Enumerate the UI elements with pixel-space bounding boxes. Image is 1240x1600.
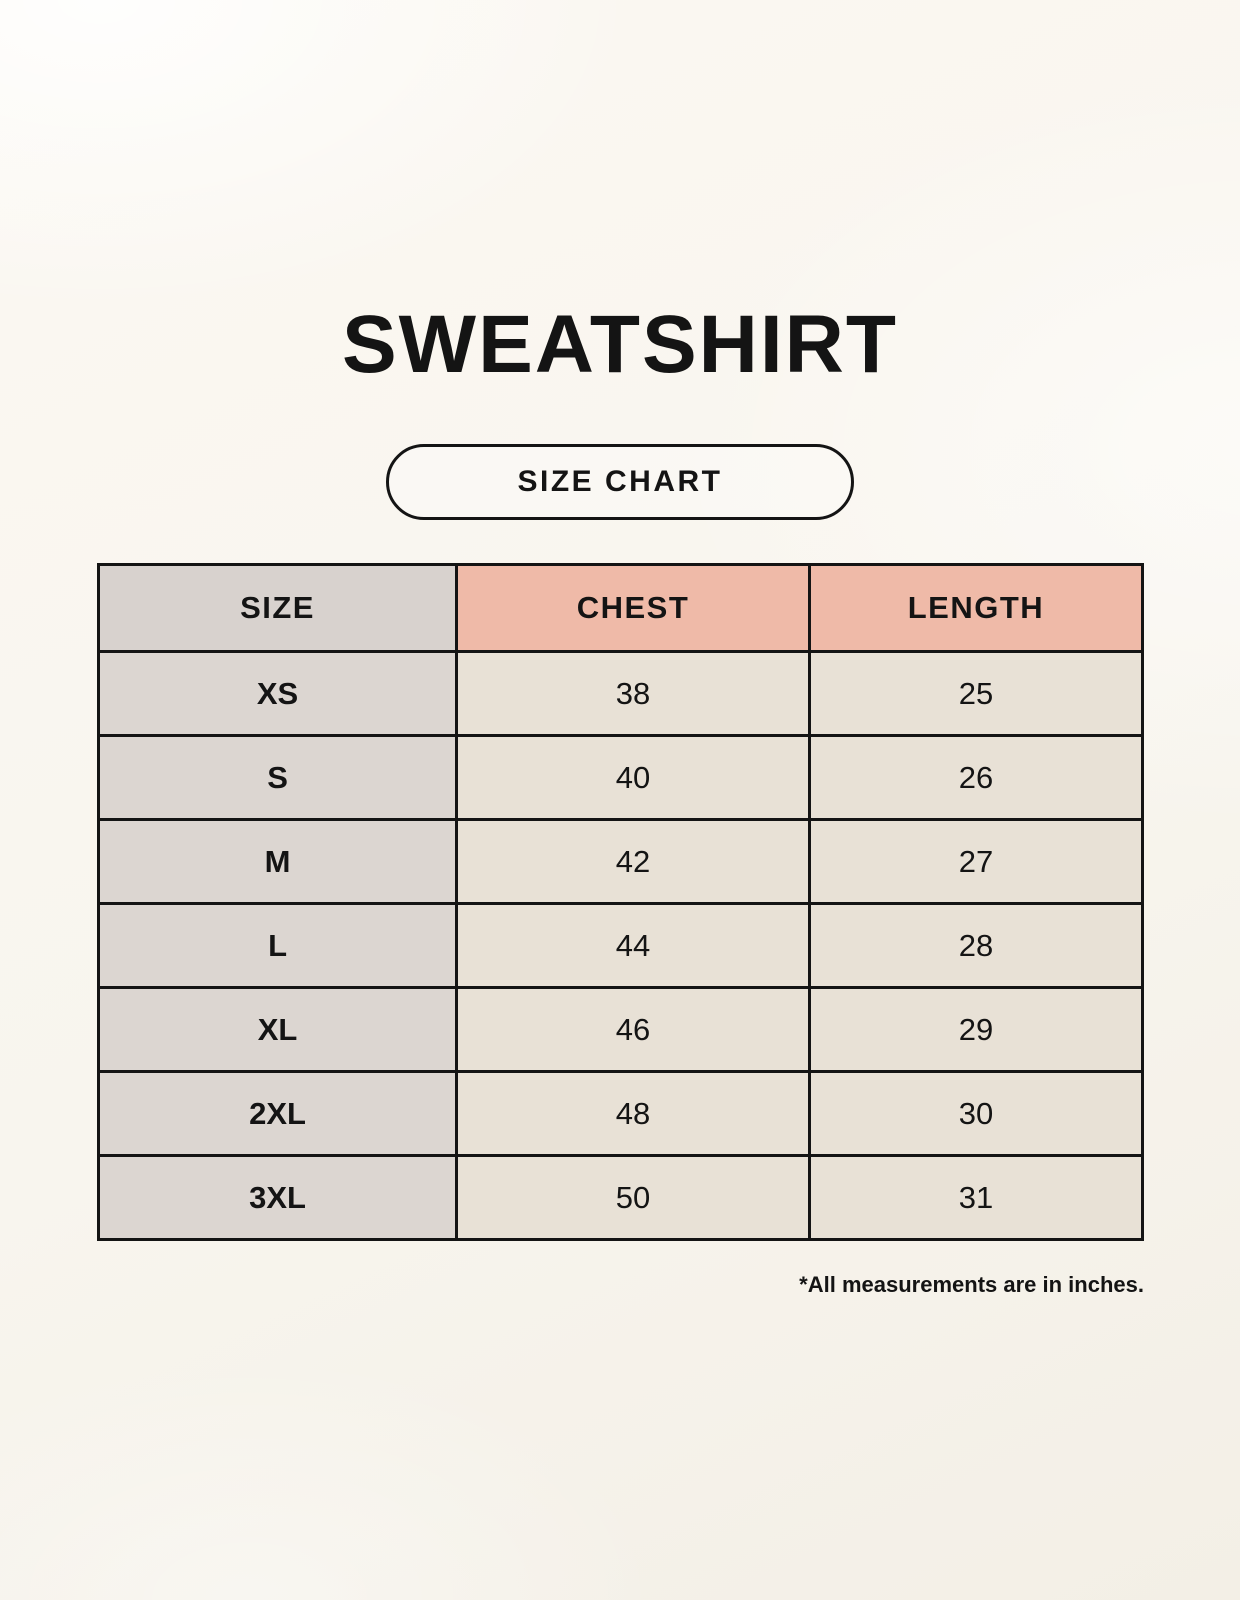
size-label: 2XL (99, 1072, 457, 1156)
chest-value: 38 (457, 652, 810, 736)
table-row-l (99, 904, 1143, 988)
size-table (97, 563, 1144, 1241)
column-header-length: LENGTH (809, 565, 1142, 652)
table-row-2xl (99, 1072, 1143, 1156)
length-value: 29 (809, 988, 1142, 1072)
size-label: XS (99, 652, 457, 736)
chest-value: 44 (457, 904, 810, 988)
page-title: SWEATSHIRT (341, 299, 898, 390)
size-label: S (99, 736, 457, 820)
length-value: 28 (809, 904, 1142, 988)
length-value: 26 (809, 736, 1142, 820)
size-label: L (99, 904, 457, 988)
size-label: M (99, 820, 457, 904)
table-row-xs (99, 652, 1143, 736)
measurements-footnote: *All measurements are in inches. (799, 1272, 1144, 1297)
column-header-chest: CHEST (457, 565, 810, 652)
size-label: XL (99, 988, 457, 1072)
column-header-size: SIZE (99, 565, 457, 652)
size-label: 3XL (99, 1156, 457, 1240)
length-value: 31 (809, 1156, 1142, 1240)
chest-value: 40 (457, 736, 810, 820)
length-value: 27 (809, 820, 1142, 904)
table-row-3xl (99, 1156, 1143, 1240)
length-value: 30 (809, 1072, 1142, 1156)
chest-value: 48 (457, 1072, 810, 1156)
table-row-s (99, 736, 1143, 820)
length-value: 25 (809, 652, 1142, 736)
chest-value: 46 (457, 988, 810, 1072)
table-row-xl (99, 988, 1143, 1072)
chest-value: 42 (457, 820, 810, 904)
size-chart-badge-label: SIZE CHART (517, 465, 723, 498)
size-chart-badge (386, 444, 854, 520)
table-row-m (99, 820, 1143, 904)
chest-value: 50 (457, 1156, 810, 1240)
header-row (99, 565, 1143, 652)
